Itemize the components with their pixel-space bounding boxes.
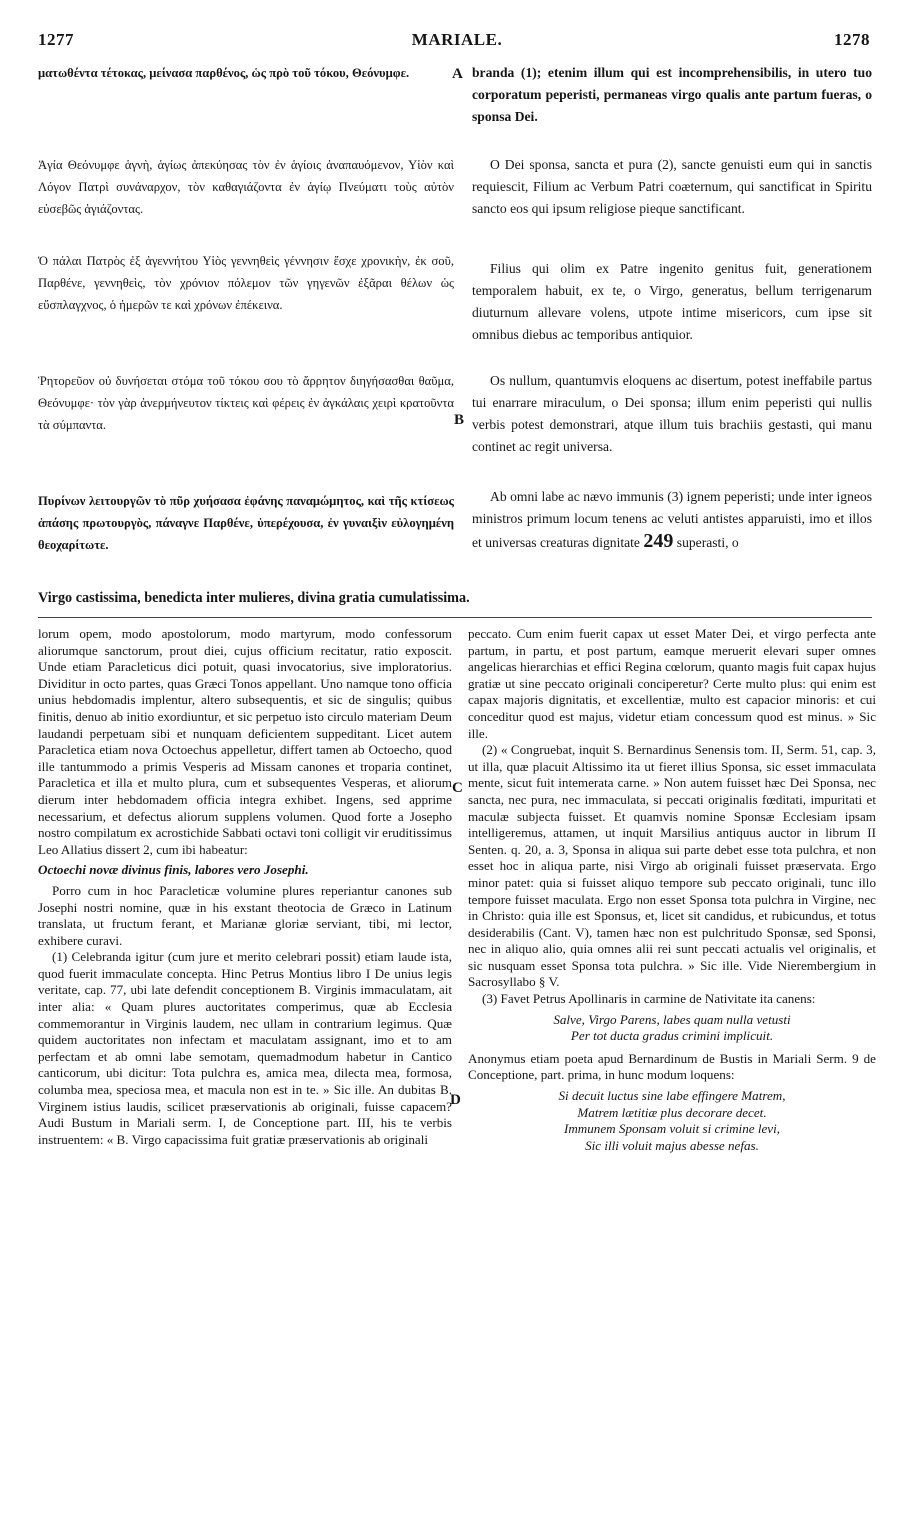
- note-quote: Octoechi novæ divinus finis, labores vero Josephi.: [38, 862, 309, 878]
- notes-right-column: [468, 626, 876, 1160]
- latin-paragraph: [472, 486, 872, 554]
- note-paragraph: (3) Favet Petrus Apollinaris in carmine de Nativitate ita canens:: [482, 991, 816, 1007]
- margin-marker-a: A: [452, 66, 463, 82]
- verse-line: Sic illi voluit majus abesse nefas.: [585, 1137, 759, 1153]
- margin-marker-d: D: [450, 1092, 461, 1108]
- greek-paragraph: Πυρίνων λειτουργῶν τὸ πῦρ χυήσασα ἐφάνης παναμώμητος, καὶ τῆς κτίσεως ἁπάσης πρωτουργὸς, πάναγνε Παρθένε, ὑπερέχουσα, ἐν γυναιξὶν εὐλογημένη θεοχαρίτωτε.: [38, 494, 454, 552]
- running-title: MARIALE.: [411, 30, 503, 49]
- verse-block: [468, 1088, 876, 1154]
- notes-left-column: [38, 626, 452, 1148]
- note-paragraph: Porro cum in hoc Paracleticæ volumine plures reperiantur canones sub Josephi nostri nomine, quæ in his exstant theotocia de Græco in Latinum translata, ut fructum ferant, et Marianæ gloriæ serviant, tibi, mi lector, exhibere curavi.: [38, 882, 452, 948]
- note-paragraph: peccato. Cum enim fuerit capax ut esset Mater Dei, et virgo perfecta ante partum, in partu, et post partum, eamque meruerit elevari super omnes angelicas hierarchias et effici Regina cœlorum, quanto magis fuit capax hujus gratiæ ut sine peccato originali conciperetur? Certe multo plus: qui enim est capax majoris dignitatis, et excellentiæ, multo est capacior minoris: et cui conceditur quod est majus, videtur etiam concessum quod est minus. » Sic ille.: [468, 626, 876, 741]
- left-page-number: 1277: [38, 30, 74, 49]
- verse-line: Salve, Virgo Parens, labes quam nulla vetusti: [553, 1011, 791, 1027]
- note-paragraph: Anonymus etiam poeta apud Bernardinum de Bustis in Mariali Serm. 9 de Conceptione, part. prima, in hunc modum loquens:: [468, 1050, 876, 1083]
- greek-paragraph: Ῥητορεῦον οὐ δυνήσεται στόμα τοῦ τόκου σου τὸ ἄρρητον διηγήσασθαι θαῦμα, Θεόνυμφε· τὸν γὰρ ἀνερμήνευτον τίκτεις καὶ φέρεις ἐν ἀγκάλαις χειρὶ κρατοῦντα τὰ σύμπαντα.: [38, 374, 454, 432]
- right-page-number: 1278: [834, 30, 870, 49]
- latin-text: superasti, o: [676, 535, 739, 550]
- margin-marker-c: C: [452, 780, 463, 796]
- latin-paragraph: branda (1); etenim illum qui est incomprehensibilis, in utero tuo corporatum peperisti, permaneas virgo qualis ante partum fueras, o sponsa Dei.: [472, 65, 872, 124]
- verse-line: Si decuit luctus sine labe effingere Matrem,: [558, 1088, 786, 1104]
- verse-line: Per tot ducta gradus crimini implicuit.: [570, 1028, 774, 1044]
- latin-paragraph: O Dei sponsa, sancta et pura (2), sancte genuisti eum qui in sanctis requiescit, Filium ac Verbum Patri coæternum, qui sanctificat in Spiritu sancto eos qui ipsum religiose pieque sanctificant.: [472, 157, 872, 216]
- latin-paragraph: Filius qui olim ex Patre ingenito genitus fuit, generationem temporalem habuit, ex te, o Virgo, generatus, bellum terrigenarum diuturnum allevare volens, utpote intime misericors, cum ipse sit omnibus diebus ac temporibus antiquior.: [472, 261, 872, 342]
- note-paragraph: (2) « Congruebat, inquit S. Bernardinus Senensis tom. II, Serm. 51, cap. 3, ut illa, quæ placuit Altissimo ita ut fieret illius Sponsa, sic esset immaculata mente, sicut fuit intemerata carne. » Non autem fuisset hæc Dei Sponsa, nec sancta, nec pura, nec immaculata, si peccati originalis fœditati, impuritati et maculæ subjecta fuisset. Et quamvis nomine Sponsæ Ecclesiam ipsam intelligeremus, attamen, ut inquit Marsilius antiquus auctor in librum II Senten. q. 20, a. 3, Sponsa in aliqua sui parte debet esse tota pulchra, et non esset hoc in aliqua parte, nisi Virgo ab originali fuisset præservata. Ergo minor patet: quia si fuisset aliquo tempore sub peccato originali, tunc illo tempore fuisset maculata. Ergo non esset Sponsa tota pulchra in Virgine, nec in Christo: quia ille est Sponsus, et, licet sit candidus, et rubicundus, et totus desiderabilis (Cant. V), tamen hæc non est pulchritudo Sponsæ, sed Sponsi, nec in aliquo alio, quia omnes alii rei sunt peccati actualis vel originalis, et sic nusquam esset Sponsa tota pulchra. » Sic ille. Vide Nierembergium in Sacrosyllabo § V.: [468, 742, 876, 990]
- greek-column: [38, 62, 454, 592]
- latin-paragraph: Os nullum, quantumvis eloquens ac disertum, potest ineffabile partus tui enarrare miraculum, o Dei sponsa; illum enim peperisti qui nullis verbis potest demonstrari, atque illum tuis brachiis gestasti, qui manu continet ac regit universa.: [472, 373, 872, 454]
- greek-paragraph: Ἁγία Θεόνυμφε ἁγνὴ, ἁγίως ἀπεκύησας τὸν ἐν ἁγίοις ἀναπαυόμενον, Υἱὸν καὶ Λόγον Πατρὶ συνάναρχον, τὸν καθαγιάζοντα ἐν ἁγίῳ Πνεύματι τοὺς αὐτὸν εὐσεβῶς ἁγιάζοντας.: [38, 158, 454, 216]
- note-paragraph: (1) Celebranda igitur (cum jure et merito celebrari possit) etiam laude ista, quod fuerit immaculate concepta. Hinc Petrus Montius libro I De unius legis veritate, cap. 77, ubi late defendit conceptionem B. Virginis immaculatam, ait inter alia: « Quam plures auctoritates comperimus, quæ ab Ecclesia commemorantur in Virginis laudem, nec ullam in contrarium legimus. Quæ quidem auctoritates non infectam et maculatam assignant, imo et to am perfectam et ab omni labe semotam, quemadmodum habetur in Cantico canticorum, ubi dicitur: Tota pulchra es, amica mea, dilecta mea, formosa, columba mea, speciosa mea, et macula non est in te. » Sic ille. An dubitas B. Virginem istius laudis, scilicet præservationis ab originali, fuisse capacem? Audi Bustum in Mariali serm. I, de Conceptione part. III, his te verbis instruentem: « B. Virgo capacissima fuit gratiæ præservationis ab originali: [38, 949, 452, 1147]
- note-paragraph: lorum opem, modo apostolorum, modo martyrum, modo confessorum aliorumque sanctorum, prout diei, cujus officium recitatur, ratio exposcit. Unde etiam Paracleticus dici potuit, quasi invocatorius, sive imploratorius. Dividitur in octo partes, quas Græci Tonos appellant. Uno namque tono officia unius hebdomadis implentur, altero subsequentis, et sic de singulis; quibus finitis, denuo ab initio exordiuntur, et sic perpetuo isto circulo materiam Deum laudandi perpetuam sibi et nunquam deficientem suppeditant. Licet autem Paracletica etiam nova Octoechus appelletur, differt tamen ab Octoecho, quod ille tantummodo a primis Vesperis ad Missam canones et troparia continet, Paracletica et illa et multo plura, cum et subsequentes Vesperas, et aliorum dierum inter hebdomadem officia integra exhibet. Ingens, sed apprime necessarium, et defectus aliorum supplens volumen. Quod forte a Josepho nostro compilatum ex acrostichide Sabbati octavi toni colligit vir eruditissimus Leo Allatius dissert 2, cum ibi habeatur:: [38, 626, 452, 857]
- greek-paragraph: ματωθέντα τέτοκας, μείνασα παρθένος, ὡς πρὸ τοῦ τόκου, Θεόνυμφε.: [38, 66, 410, 80]
- verse-line: Immunem Sponsam voluit si crimine levi,: [563, 1121, 780, 1137]
- verse-line: Matrem lætitiæ plus decorare decet.: [577, 1104, 767, 1120]
- verse-block: [468, 1012, 876, 1045]
- summary-line: Virgo castissima, benedicta inter mulieres, divina gratia cumulatissima.: [38, 590, 470, 606]
- latin-text: Ab omni labe ac nævo immunis (3) ignem peperisti; unde inter igneos ministros primum locum tenens ac veluti antistes apparuisti, imo et illos et universas creaturas dignitate: [472, 489, 872, 550]
- margin-marker-b: B: [454, 412, 465, 428]
- margin-number: 249: [643, 530, 674, 552]
- greek-paragraph: Ὁ πάλαι Πατρὸς ἐξ ἀγεννήτου Υἱὸς γεννηθεὶς γέννησιν ἔσχε χρονικὴν, ἐκ σοῦ, Παρθένε, γεννηθεὶς, τὸν χρόνιον πόλεμον τῶν γηγενῶν ἐξᾶραι θέλων ὡς εὔσπλαγχνος, ὁ ἡμερῶν τε καὶ χρόνων ἐπέκεινα.: [38, 254, 454, 312]
- latin-column: [472, 62, 872, 592]
- divider-rule: [38, 617, 872, 618]
